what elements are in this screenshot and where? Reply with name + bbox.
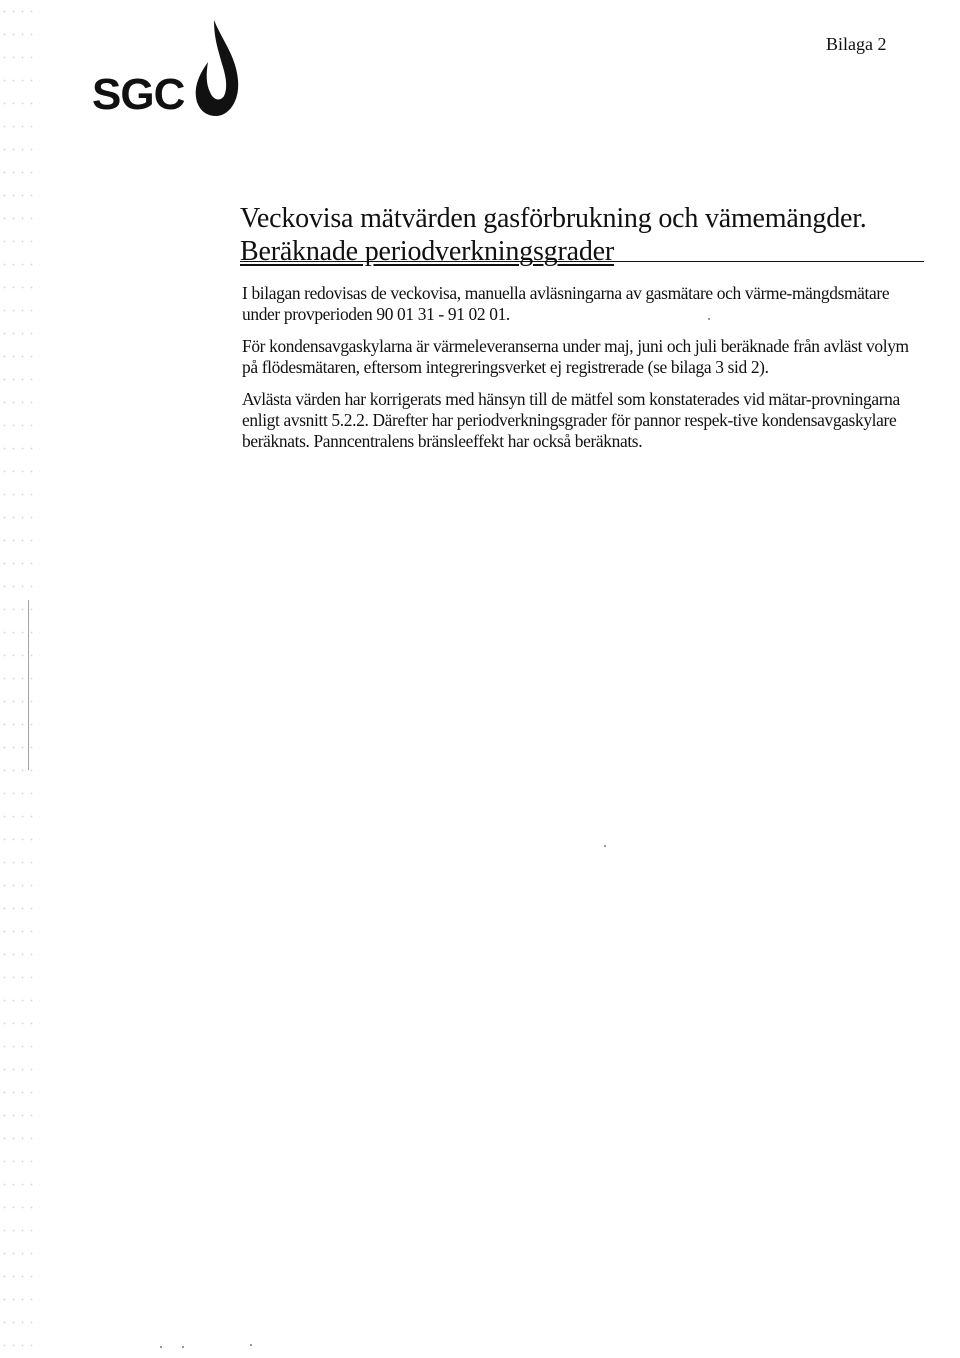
paragraph: I bilagan redovisas de veckovisa, manuella avläsningarna av gasmätare och värme-mängdsmätare under provperioden 90 01 31 - 91 02 01. bbox=[242, 283, 890, 324]
scan-speck bbox=[182, 1346, 184, 1348]
title-line-2 bbox=[240, 235, 926, 268]
body-text bbox=[242, 283, 924, 463]
sgc-logo bbox=[92, 18, 242, 118]
paragraph: För kondensavgaskylarna är värmeleveranserna under maj, juni och juli beräknade från avläst volym på flödesmätaren, eftersom integreringsverket ej registrerade (se bilaga 3 sid 2). bbox=[242, 336, 909, 377]
scan-speck bbox=[250, 1344, 252, 1346]
scan-speck bbox=[708, 318, 710, 320]
scan-edge-noise bbox=[0, 0, 40, 1358]
scan-artifact-line bbox=[28, 600, 29, 770]
svg-text:SGC: SGC bbox=[92, 70, 185, 118]
title-line-2-text: Beräknade periodverkningsgrader bbox=[240, 236, 614, 267]
scan-speck bbox=[604, 845, 606, 847]
paragraph: Avlästa värden har korrigerats med hänsyn till de mätfel som konstaterades vid mätar-provningarna enligt avsnitt 5.2.2. Därefter har periodverkningsgrader för pannor respek-tive kondensavgaskylare beräknats. Panncentralens bränsleeffekt har också beräknats. bbox=[242, 389, 900, 451]
attachment-label: Bilaga 2 bbox=[826, 34, 887, 54]
title-underline-rule bbox=[240, 261, 924, 262]
scan-speck bbox=[160, 1346, 162, 1348]
document-title bbox=[240, 202, 926, 268]
title-line-1: Veckovisa mätvärden gasförbrukning och vämemängder. bbox=[240, 203, 867, 234]
